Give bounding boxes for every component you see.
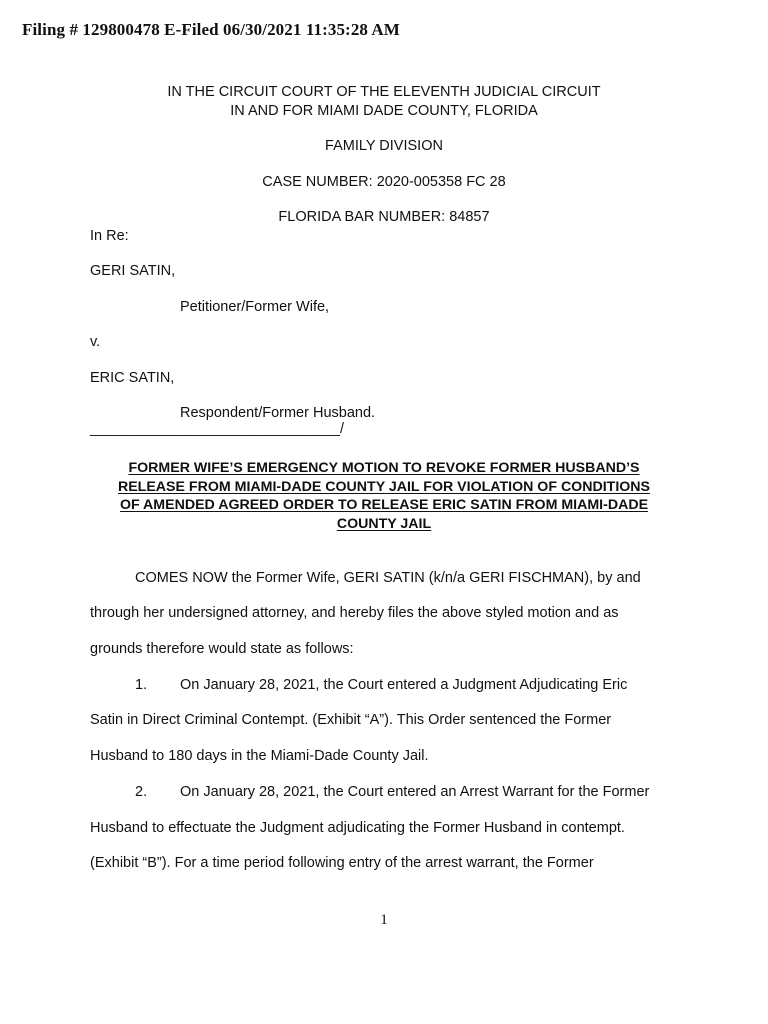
page-number: 1 <box>380 912 388 928</box>
filing-header: Filing # 129800478 E-Filed 06/30/2021 11:35:28 AM <box>22 20 400 39</box>
paragraph-1-line-2: Satin in Direct Criminal Contempt. (Exhibit “A”). This Order sentenced the Former <box>90 712 612 728</box>
motion-title <box>90 459 678 533</box>
intro-line-2: through her undersigned attorney, and hereby files the above styled motion and as <box>90 605 619 621</box>
petitioner-role: Petitioner/Former Wife, <box>180 299 330 315</box>
intro-line-1: COMES NOW the Former Wife, GERI SATIN (k/n/a GERI FISCHMAN), by and <box>135 570 641 586</box>
respondent-role: Respondent/Former Husband. <box>180 405 376 421</box>
motion-title-line-2: RELEASE FROM MIAMI-DADE COUNTY JAIL FOR VIOLATION OF CONDITIONS <box>117 478 651 495</box>
motion-title-line-1: FORMER WIFE’S EMERGENCY MOTION TO REVOKE FORMER HUSBAND’S <box>128 460 640 476</box>
motion-title-line-4: COUNTY JAIL <box>336 515 432 532</box>
versus-label: v. <box>90 334 101 350</box>
in-re-label: In Re: <box>90 228 129 244</box>
petitioner-name: GERI SATIN, <box>90 263 176 279</box>
paragraph-2-line-3: (Exhibit “B”). For a time period following entry of the arrest warrant, the Former <box>90 855 594 871</box>
respondent-name: ERIC SATIN, <box>90 370 175 386</box>
paragraph-1-line-1: On January 28, 2021, the Court entered a Judgment Adjudicating Eric <box>180 677 628 693</box>
paragraph-2-number: 2. <box>135 784 148 800</box>
paragraph-2-line-1: On January 28, 2021, the Court entered an Arrest Warrant for the Former <box>180 784 650 800</box>
court-name-line-2: IN AND FOR MIAMI DADE COUNTY, FLORIDA <box>230 103 538 119</box>
court-name-line-1: IN THE CIRCUIT COURT OF THE ELEVENTH JUDICIAL CIRCUIT <box>167 84 601 100</box>
paragraph-1-number: 1. <box>135 677 148 693</box>
intro-line-3: grounds therefore would state as follows: <box>90 641 354 657</box>
bar-number: FLORIDA BAR NUMBER: 84857 <box>278 209 490 225</box>
division-heading: FAMILY DIVISION <box>325 138 443 154</box>
case-number: CASE NUMBER: 2020-005358 FC 28 <box>262 174 506 190</box>
paragraph-2-line-2: Husband to effectuate the Judgment adjudicating the Former Husband in contempt. <box>90 820 625 836</box>
paragraph-1-line-3: Husband to 180 days in the Miami-Dade County Jail. <box>90 748 429 764</box>
caption-signature-line: _______________________________/ <box>90 421 345 437</box>
motion-title-line-3: OF AMENDED AGREED ORDER TO RELEASE ERIC SATIN FROM MIAMI-DADE <box>119 497 649 513</box>
